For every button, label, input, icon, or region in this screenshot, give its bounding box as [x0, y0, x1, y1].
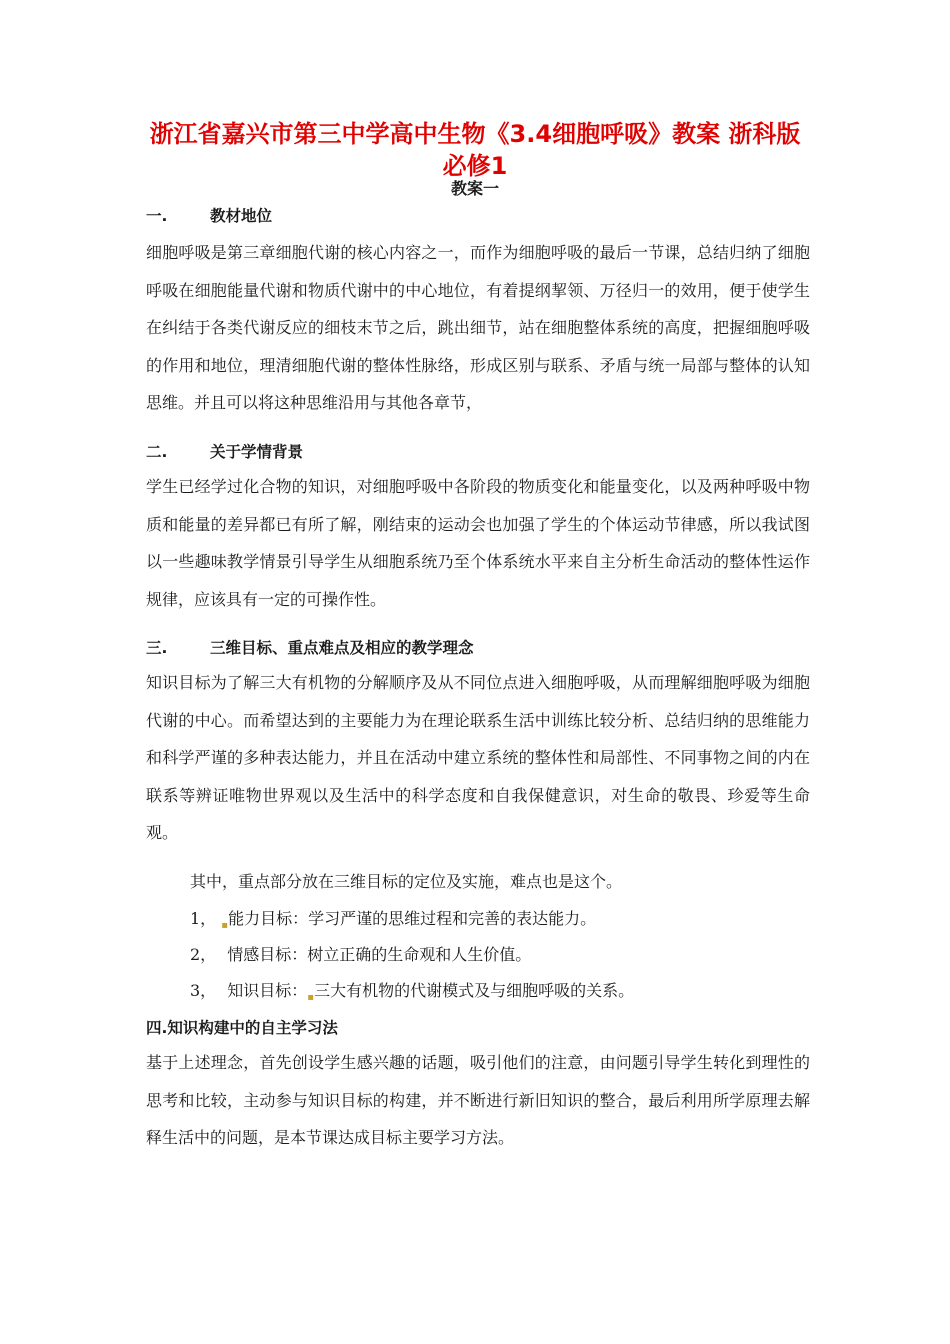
list-item-number: 1， [190, 909, 217, 928]
list-item-number: 2， [190, 945, 217, 964]
section-3-paragraph: 知识目标为了解三大有机物的分解顺序及从不同位点进入细胞呼吸，从而理解细胞呼吸为细胞代谢的中心。而希望达到的主要能力为在理论联系生活中训练比较分析、总结归纳的思维能力和科学严谨的多种表达能力，并且在活动中建立系统的整体性和局部性、不同事物之间的内在联系等辨证唯物世界观以及生活中的科学态度和自我保健意识，对生命的敬畏、珍爱等生命观。 [146, 673, 810, 842]
revision-mark-icon: ▪ [221, 920, 229, 931]
section-number: 二. [146, 443, 168, 461]
revision-mark-icon: ▪ [307, 992, 315, 1003]
list-item-text: 情感目标：树立正确的生命观和人生价值。 [227, 945, 532, 964]
section-title: 知识构建中的自主学习法 [167, 1019, 338, 1037]
section-2-heading [146, 440, 303, 462]
section-title: 三维目标、重点难点及相应的教学理念 [210, 639, 474, 657]
list-item [190, 944, 531, 966]
document-subtitle: 教案一 [450, 179, 499, 198]
section-number: 一. [146, 207, 168, 225]
list-item-label: 知识目标： [227, 981, 308, 1000]
section-3-heading [146, 636, 474, 658]
list-item [190, 980, 634, 1009]
section-1-paragraph: 细胞呼吸是第三章细胞代谢的核心内容之一，而作为细胞呼吸的最后一节课，总结归纳了细胞呼吸在细胞能量代谢和物质代谢中的中心地位，有着提纲挈领、万径归一的效用，便于使学生在纠结于各类代谢反应的细枝末节之后，跳出细节，站在细胞整体系统的高度，把握细胞呼吸的作用和地位，理清细胞代谢的整体性脉络，形成区别与联系、矛盾与统一局部与整体的认知思维。并且可以将这种思维沿用与其他各章节， [146, 243, 810, 412]
section-1-heading [146, 204, 272, 226]
section-4-heading [146, 1016, 338, 1038]
list-item-text: 三大有机物的代谢模式及与细胞呼吸的关系。 [314, 981, 635, 1000]
document-title: 浙江省嘉兴市第三中学高中生物《3.4细胞呼吸》教案 浙科版必修1 [149, 120, 801, 180]
section-number: 四. [146, 1019, 168, 1037]
list-item-text: 能力目标：学习严谨的思维过程和完善的表达能力。 [228, 909, 597, 928]
section-title: 教材地位 [210, 207, 273, 225]
section-title: 关于学情背景 [210, 443, 304, 461]
list-item [190, 908, 596, 937]
section-4-paragraph: 基于上述理念，首先创设学生感兴趣的话题，吸引他们的注意，由问题引导学生转化到理性的思考和比较，主动参与知识目标的构建，并不断进行新旧知识的整合，最后利用所学原理去解释生活中的问题，是本节课达成目标主要学习方法。 [146, 1053, 810, 1147]
list-item-number: 3， [190, 981, 217, 1000]
section-number: 三. [146, 639, 168, 657]
section-2-paragraph: 学生已经学过化合物的知识，对细胞呼吸中各阶段的物质变化和能量变化，以及两种呼吸中物质和能量的差异都已有所了解，刚结束的运动会也加强了学生的个体运动节律感，所以我试图以一些趣味教学情景引导学生从细胞系统乃至个体系统水平来自主分析生命活动的整体性运作规律，应该具有一定的可操作性。 [146, 477, 810, 609]
section-3-indent-line: 其中，重点部分放在三维目标的定位及实施，难点也是这个。 [190, 872, 623, 891]
